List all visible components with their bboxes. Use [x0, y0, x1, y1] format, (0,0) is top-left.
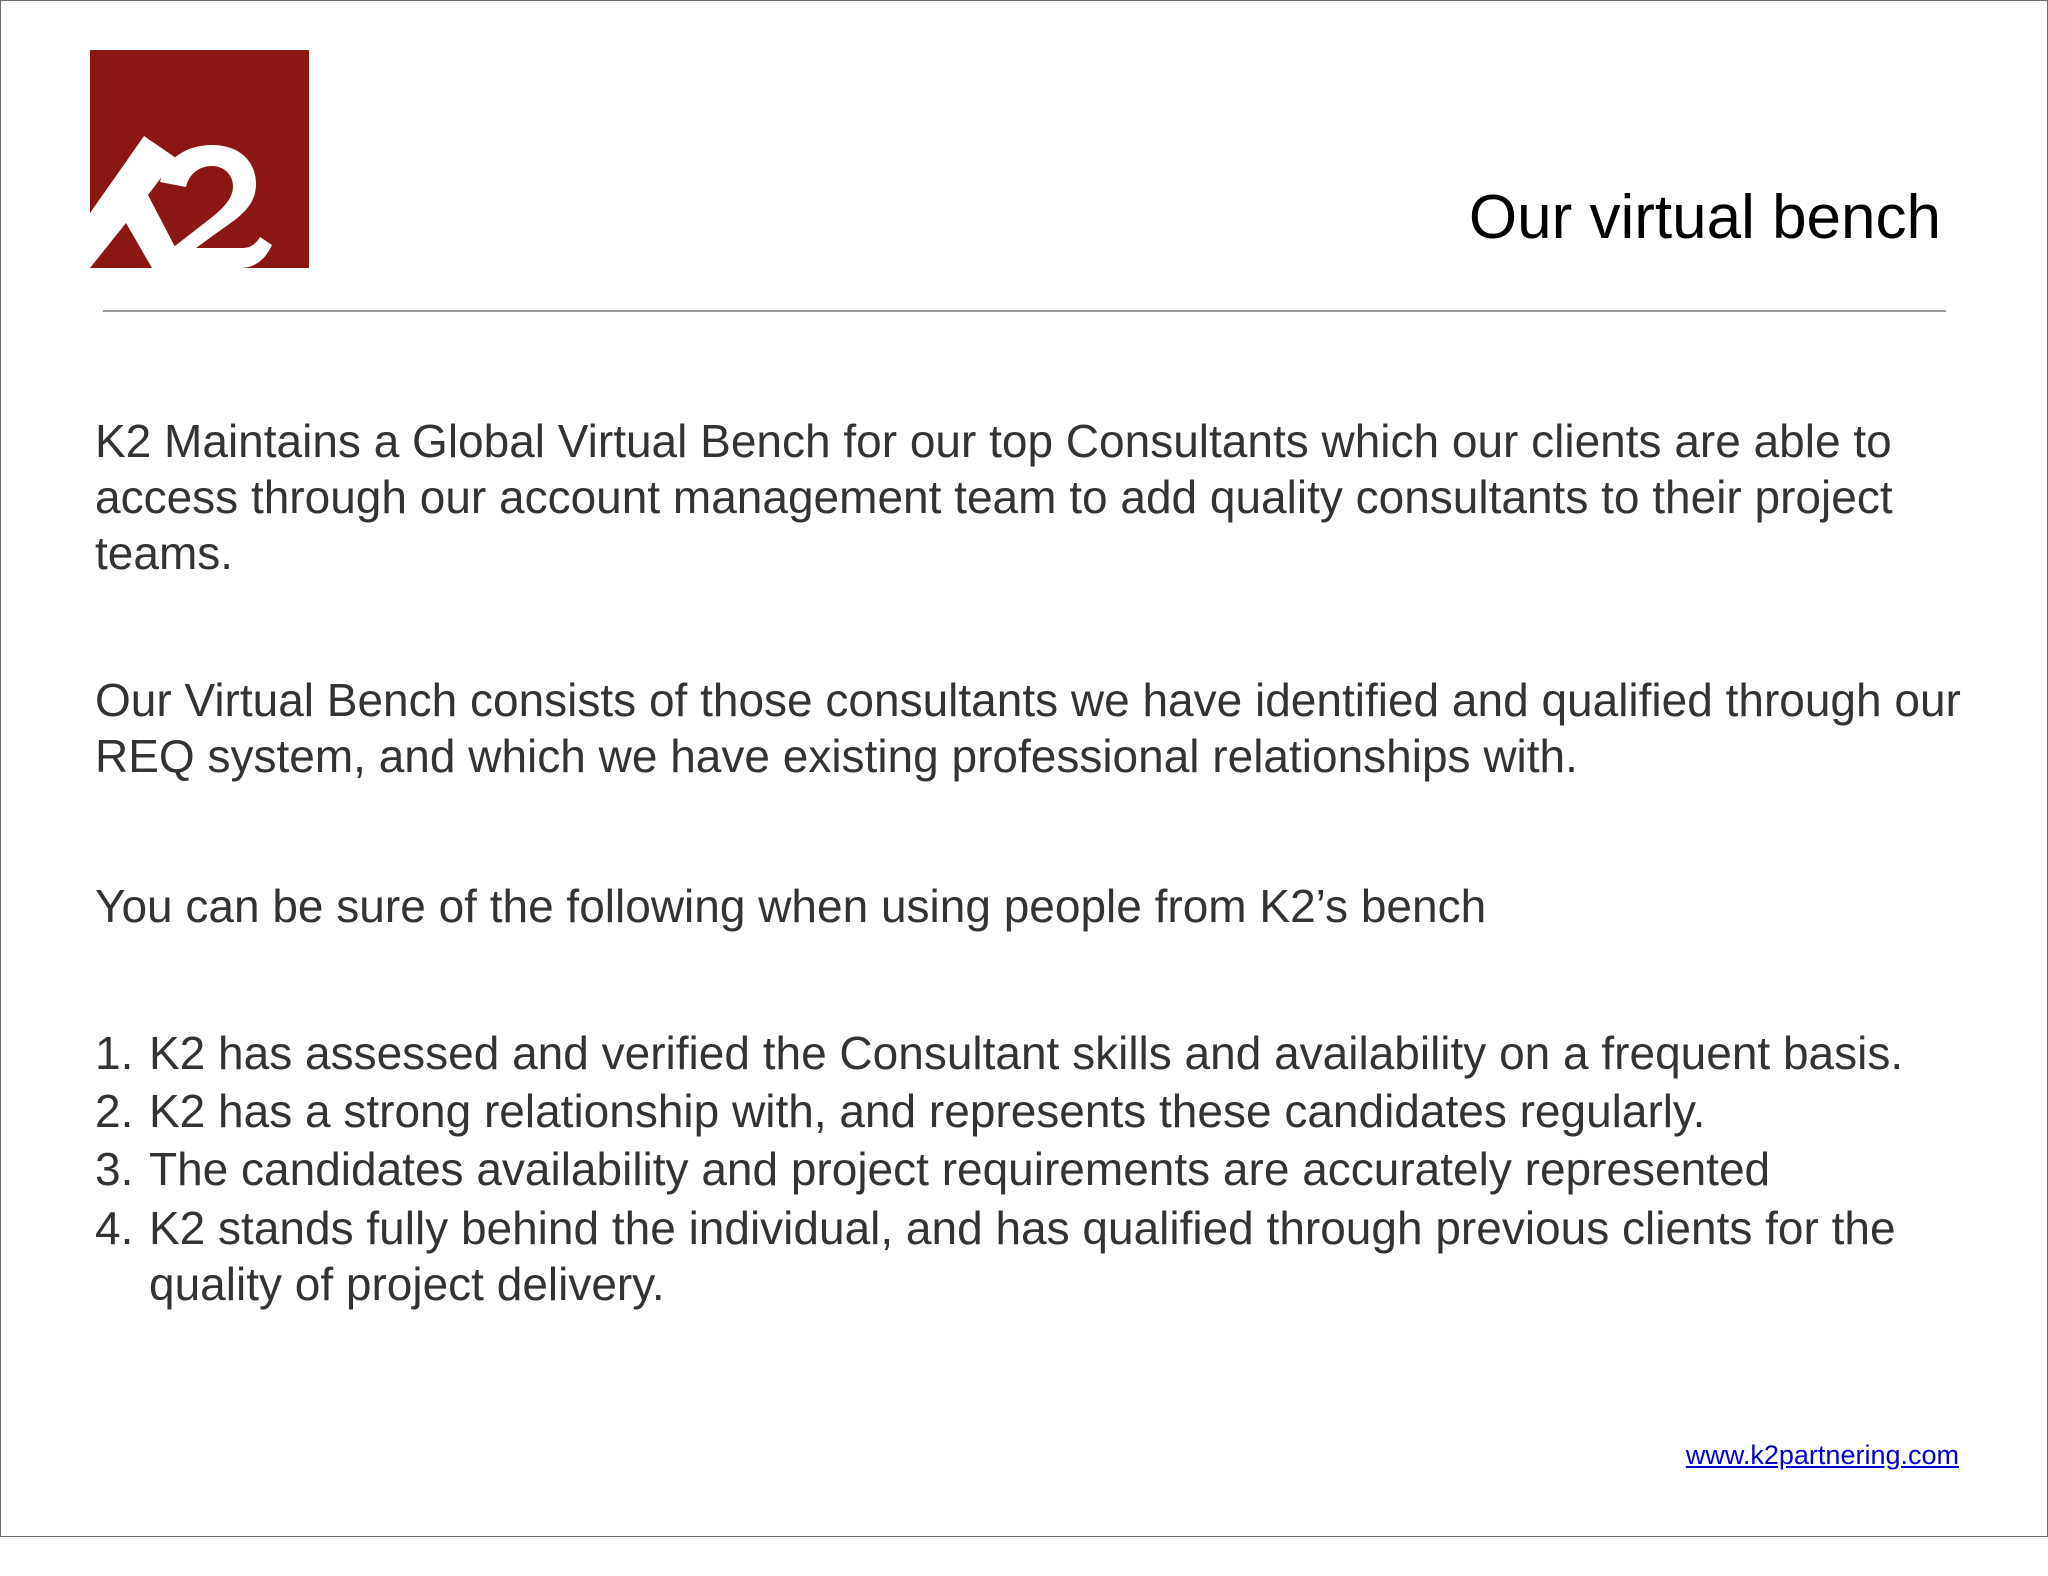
benefit-number: 2. [95, 1085, 134, 1137]
title-divider [103, 310, 1946, 312]
benefits-lead-in: You can be sure of the following when using people from K2’s bench [95, 880, 1487, 932]
benefit-text: K2 has assessed and verified the Consultant skills and availability on a frequent basis. [149, 1027, 1904, 1079]
slide-title: Our virtual bench [1468, 183, 1941, 252]
benefit-number: 4. [95, 1202, 134, 1254]
benefit-number: 3. [95, 1143, 134, 1195]
logo-tagline: partnering solutions [362, 140, 382, 308]
benefit-text: K2 has a strong relationship with, and represents these candidates regularly. [149, 1085, 1706, 1137]
benefit-text: K2 stands fully behind the individual, and has qualified through previous clients for the quality of project delivery. [149, 1202, 1896, 1310]
k2-logo-mark [90, 50, 309, 268]
virtual-bench-intro: K2 Maintains a Global Virtual Bench for our top Consultants which our clients are able to access through our account management team to add quality consultants to their project teams. [95, 415, 1893, 579]
benefit-number: 1. [95, 1027, 134, 1079]
benefit-text: The candidates availability and project requirements are accurately represented [149, 1143, 1771, 1195]
benefit-item-3 [95, 1141, 2007, 1197]
k2-website-link[interactable]: www.k2partnering.com [1685, 1440, 1959, 1470]
benefit-item-4 [95, 1200, 2007, 1312]
benefit-item-1 [95, 1025, 2007, 1081]
benefits-list [95, 1025, 2007, 1314]
virtual-bench-description: Our Virtual Bench consists of those consultants we have identified and qualified through our REQ system, and which we have existing professional relationships with. [95, 674, 1961, 782]
benefit-item-2 [95, 1083, 2007, 1139]
k2-logo [90, 50, 382, 308]
